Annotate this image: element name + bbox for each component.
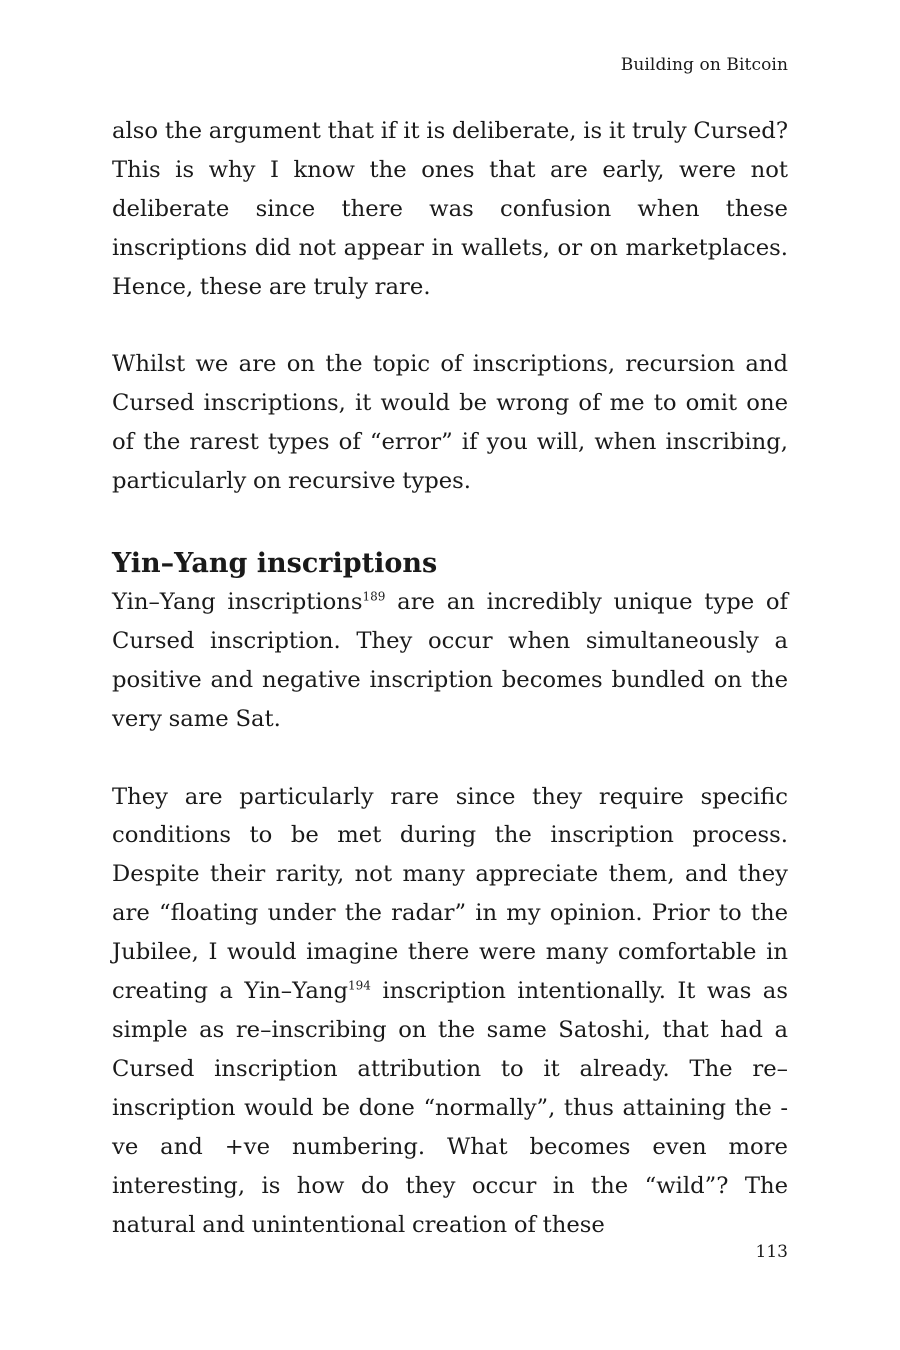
footnote-marker-194[interactable]: 194 xyxy=(348,978,371,993)
paragraph-text: inscription intentionally. It was as simple as re–inscribing on the same Satoshi, that had a Cursed inscription attribution to it already. The re–inscription would be done “normally”, thus attaining the -ve and +ve numbering. What becomes even more interesting, is how do they occur in the “wild”? The natural and unintentional creation of these xyxy=(112,978,788,1238)
paragraph-text: They are particularly rare since they require specific conditions to be met during the inscription process. Despite their rarity, not many appreciate them, and they are “floating under the radar” in my opinion. Prior to the Jubilee, I would imagine there were many comfortable in creating a Yin–Yang xyxy=(112,783,788,1005)
page-content xyxy=(112,112,788,1244)
footnote-marker-189[interactable]: 189 xyxy=(362,589,386,604)
paragraph-text: Yin–Yang inscriptions xyxy=(112,589,363,616)
paragraph-text: are an incredibly unique type of Cursed inscription. They occur when simultaneously a positive and negative inscription becomes bundled on the very same Sat. xyxy=(112,589,788,732)
page-number: 113 xyxy=(755,1242,788,1262)
paragraph-error-types: Whilst we are on the topic of inscriptions, recursion and Cursed inscriptions, it would be wrong of me to omit one of the rarest types of “error” if you will, when inscribing, particularly on recursive types. xyxy=(112,351,788,495)
section-heading-yin-yang: Yin–Yang inscriptions xyxy=(112,548,438,580)
paragraph-yin-yang-definition xyxy=(112,583,788,739)
paragraph-yin-yang-rarity xyxy=(112,778,788,1245)
paragraph-cursed-deliberate: also the argument that if it is deliberate, is it truly Cursed? This is why I know the ones that are early, were not deliberate since there was confusion when these inscriptions did not appear in wallets, or on marketplaces. Hence, these are truly rare. xyxy=(112,118,788,300)
running-header: Building on Bitcoin xyxy=(620,55,788,75)
